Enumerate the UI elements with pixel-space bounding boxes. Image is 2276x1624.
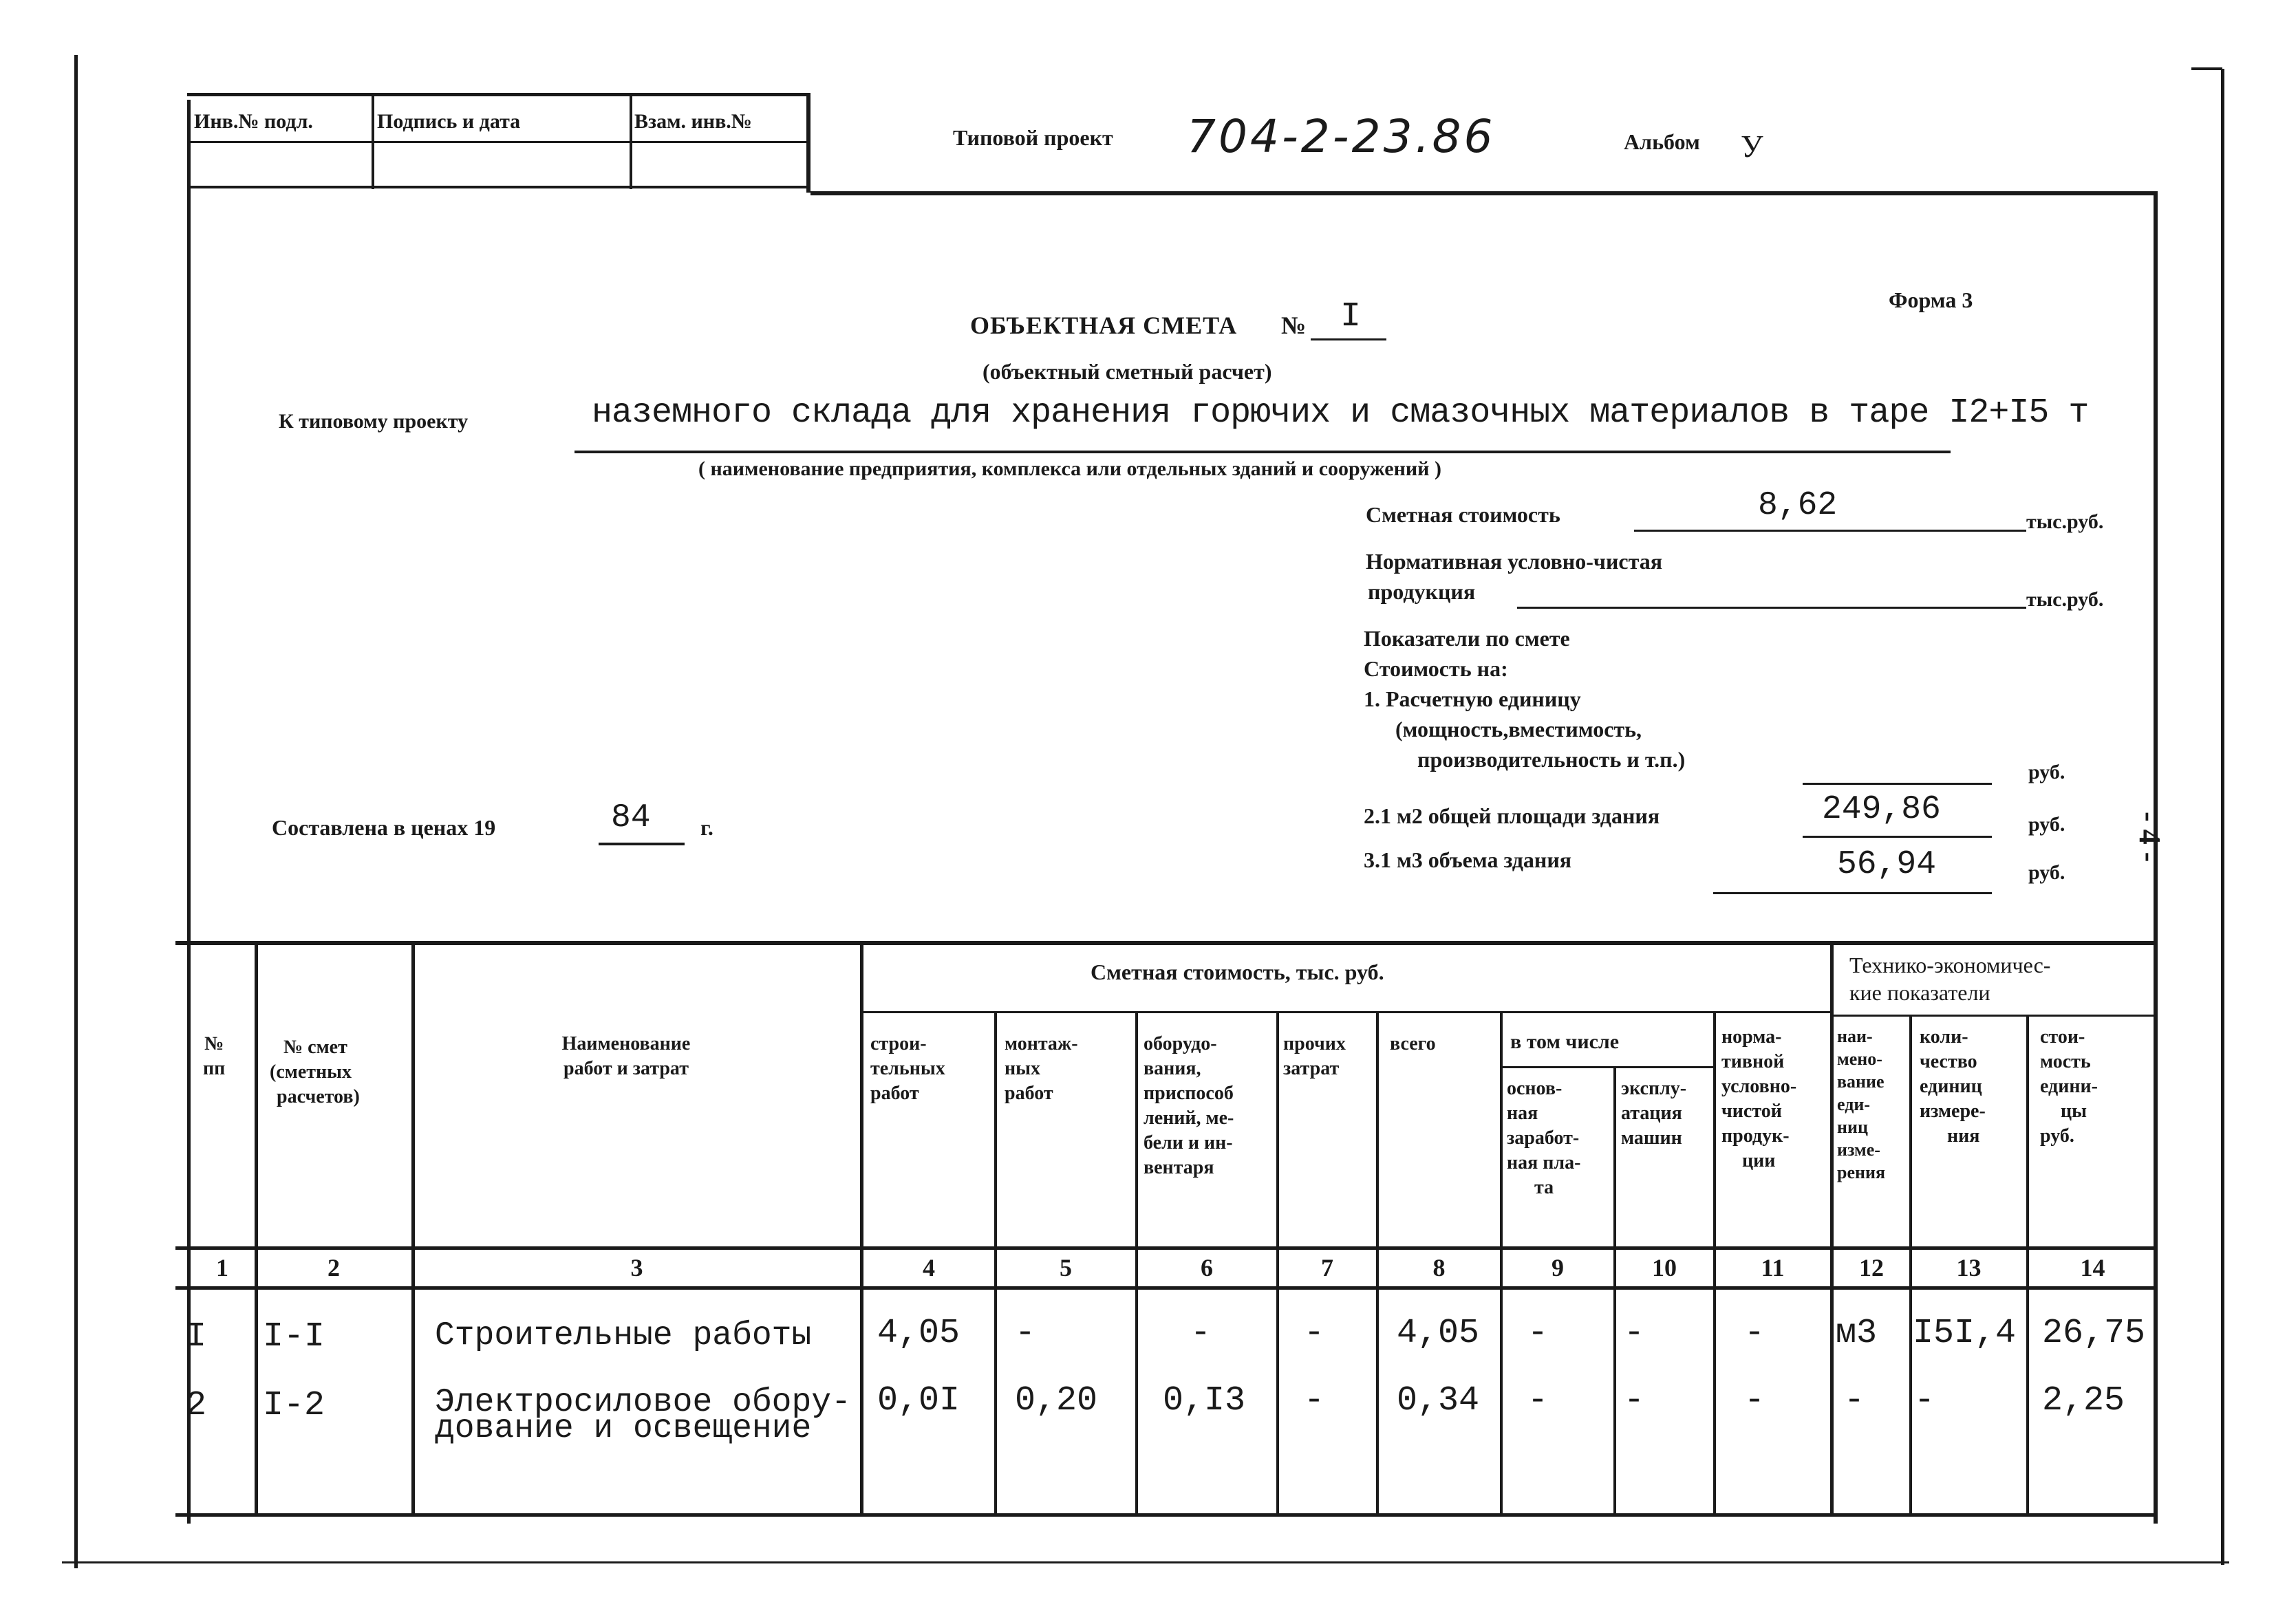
item1-unit: руб. [2028,761,2065,783]
column-number: 3 [630,1254,643,1281]
group-cost-header: Сметная стоимость, тыс. руб. [1091,960,1384,984]
column-number: 6 [1201,1254,1213,1281]
cell-c11: - [1744,1381,1765,1420]
item3-unit: руб. [2028,861,2065,884]
compiled-year-underline [599,843,685,845]
cell-c8: 4,05 [1397,1314,1480,1353]
form-number-sign: № [1281,312,1307,339]
project-name-caption: ( наименование предприятия, комплекса или отдельных зданий и сооружений ) [698,457,1441,480]
normative-label-1: Нормативная условно-чистая [1366,549,1662,574]
estimated-cost-label: Сметная стоимость [1366,502,1560,527]
project-name-underline [575,451,1951,453]
column-number: 2 [328,1254,340,1281]
page-marker: - 4 - [2133,812,2167,863]
cell-c12: м3 [1836,1314,1878,1353]
item1-line2: (мощность,вместимость, [1395,717,1642,741]
cell-c14: 26,75 [2042,1314,2146,1353]
item3-label: 3.1 м3 объема здания [1364,847,1572,872]
to-project-label: К типовому проекту [279,410,469,433]
right-margin-line [2221,69,2224,1565]
column-number: 10 [1652,1254,1677,1281]
project-label: Типовой проект [953,125,1113,150]
header-c14: стои- мость едини- цы руб. [2040,1026,2098,1147]
normative-label-2: продукция [1368,579,1476,604]
column-number: 1 [216,1254,228,1281]
cell-c13: I5I,4 [1913,1314,2017,1353]
item3-underline [1713,892,1992,894]
album-value: У [1741,129,1763,164]
column-number: 14 [2080,1254,2105,1281]
form-number: I [1340,297,1362,336]
item2-unit: руб. [2028,813,2065,836]
cell-estimate: I-I [263,1317,325,1356]
item2-underline [1803,836,1992,838]
in-that-number: в том числе [1510,1030,1620,1053]
cell-name: Строительные работы [435,1317,812,1354]
header-c10: эксплу- атация машин [1621,1078,1687,1149]
header-c5: монтаж- ных работ [1005,1033,1078,1104]
cell-name-line2: дование и освещение [435,1410,812,1447]
header-c8: всего [1390,1033,1436,1054]
compiled-year: 84 [611,799,651,836]
cost-on-label: Стоимость на: [1364,656,1508,681]
cell-c11: - [1744,1314,1765,1353]
item3-value: 56,94 [1837,846,1937,883]
cell-c6: - [1190,1314,1212,1353]
header-c13: коли- чество единиц измере- ния [1920,1026,1986,1147]
cell-c9: - [1527,1314,1549,1353]
cell-n: I [186,1317,207,1356]
cell-c10: - [1624,1381,1645,1420]
header-c2: № смет (сметных расчетов) [270,1037,360,1107]
indicators-label: Показатели по смете [1364,626,1570,651]
item2-label: 2.1 м2 общей площади здания [1364,803,1660,828]
group-tech-header-1: Технико-экономичес- [1849,953,2051,977]
cell-c9: - [1527,1381,1549,1420]
cell-estimate: I-2 [263,1386,325,1425]
cell-c7: - [1304,1314,1325,1353]
header-c4: строи- тельных работ [870,1033,945,1104]
stamp-vzam-label: Взам. инв.№ [634,110,752,133]
cell-c13: - [1914,1381,1935,1420]
cell-n: 2 [186,1386,207,1425]
cell-c7: - [1304,1381,1325,1420]
stamp-inv-label: Инв.№ подл. [194,110,313,133]
form-subtitle: (объектный сметный расчет) [983,359,1272,384]
compiled-label: Составлена в ценах 19 [272,815,496,840]
estimated-cost-unit: тыс.руб. [2026,510,2104,533]
estimated-cost-underline [1634,530,2026,532]
header-c9: основ- ная заработ- ная пла- та [1507,1078,1581,1198]
normative-unit: тыс.руб. [2026,588,2104,611]
cell-c4: 4,05 [877,1314,960,1353]
column-number: 11 [1761,1254,1785,1281]
form-top-border [810,191,2158,195]
compiled-suffix: г. [700,815,713,840]
header-c12: наи- мено- вание еди- ниц изме- рения [1837,1026,1886,1182]
group-tech-header-2: кие показатели [1849,980,1990,1005]
cell-c10: - [1624,1314,1645,1353]
column-number: 12 [1859,1254,1884,1281]
cell-c6: 0,I3 [1163,1381,1246,1420]
cell-c8: 0,34 [1397,1381,1480,1420]
header-c6: оборудо- вания, приспособ лений, ме- бели и ин- вентаря [1144,1033,1234,1178]
cell-name: Электросиловое обору- [435,1384,851,1421]
column-number: 13 [1956,1254,1982,1281]
column-number: 9 [1552,1254,1564,1281]
form-number-underline [1311,338,1386,340]
bottom-margin-line [62,1561,2229,1563]
cell-c12: - [1844,1381,1865,1420]
item1-line3: производительность и т.п.) [1417,747,1686,772]
item2-value: 249,86 [1822,791,1941,828]
cell-c5: 0,20 [1015,1381,1098,1420]
left-margin-line [74,55,78,1568]
column-number: 8 [1432,1254,1446,1281]
header-c3: Наименование работ и затрат [561,1033,691,1079]
column-number: 7 [1321,1254,1333,1281]
cell-c14: 2,25 [2042,1381,2125,1420]
column-number: 4 [923,1254,935,1281]
cell-c4: 0,0I [877,1381,960,1420]
album-label: Альбом [1624,129,1700,154]
header-c7: прочих затрат [1283,1033,1346,1079]
form-title: ОБЪЕКТНАЯ СМЕТА [970,312,1238,339]
right-top-tick [2191,67,2222,70]
form-left-border [187,100,191,1524]
project-number: 704-2-23.86 [1187,110,1496,163]
item1-line1: 1. Расчетную единицу [1364,686,1581,711]
normative-underline [1517,607,2026,609]
column-number: 5 [1060,1254,1072,1281]
item1-underline [1803,783,1992,785]
form-label: Форма 3 [1889,288,1973,312]
estimated-cost-value: 8,62 [1758,487,1838,524]
header-c11: норма- тивной условно- чистой продук- ции [1721,1026,1797,1171]
header-c1: № пп [203,1033,226,1079]
stamp-signature-label: Подпись и дата [377,110,521,133]
cell-c5: - [1015,1314,1036,1353]
form-bottom-border [175,1513,2157,1517]
project-name: наземного склада для хранения горючих и смазочных материалов в таре I2+I5 т [592,393,2089,433]
